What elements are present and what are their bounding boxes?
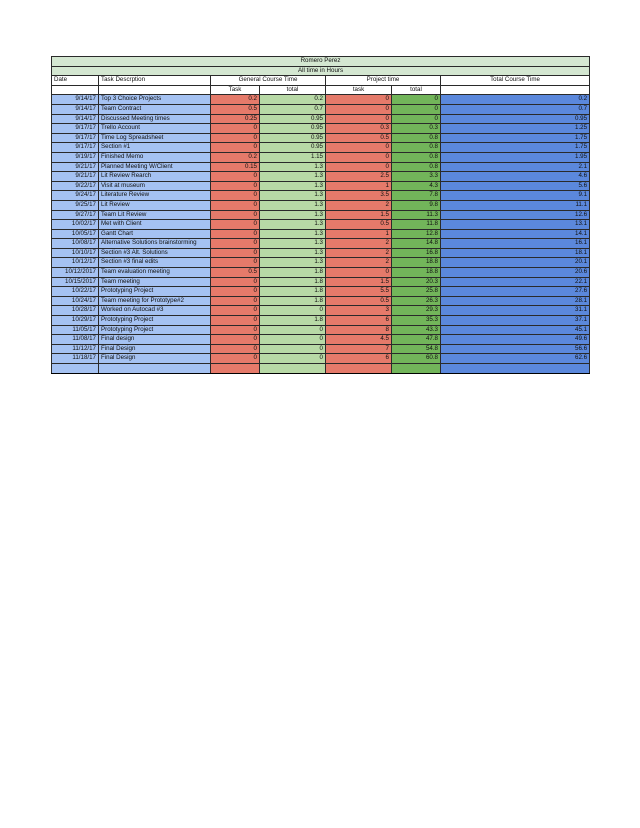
empty-cell bbox=[326, 364, 392, 374]
project-task-cell: 6 bbox=[326, 316, 392, 326]
course-total-cell: 5.6 bbox=[441, 181, 590, 191]
task-description-cell: Visit at museum bbox=[99, 181, 211, 191]
table-row bbox=[52, 162, 590, 172]
project-task-cell: 3 bbox=[326, 306, 392, 316]
task-description-cell: Worked on Autocad #3 bbox=[99, 306, 211, 316]
project-task-cell: 0.3 bbox=[326, 124, 392, 134]
course-total-cell: 37.1 bbox=[441, 316, 590, 326]
task-description-header: Task Descrption bbox=[99, 76, 211, 86]
table-row bbox=[52, 220, 590, 230]
project-total-cell: 0.8 bbox=[392, 162, 441, 172]
general-task-cell: 0 bbox=[211, 133, 260, 143]
general-task-cell: 0 bbox=[211, 316, 260, 326]
date-cell: 9/21/17 bbox=[52, 162, 99, 172]
general-total-cell: 0.2 bbox=[260, 95, 326, 105]
task-description-cell: Final Design bbox=[99, 344, 211, 354]
general-total-cell: 1.3 bbox=[260, 191, 326, 201]
project-task-cell: 0 bbox=[326, 152, 392, 162]
general-task-cell: 0 bbox=[211, 296, 260, 306]
course-total-cell: 20.6 bbox=[441, 268, 590, 278]
general-total-cell: 1.8 bbox=[260, 296, 326, 306]
general-total-cell: 0.95 bbox=[260, 143, 326, 153]
course-total-cell: 20.1 bbox=[441, 258, 590, 268]
date-cell: 10/10/17 bbox=[52, 248, 99, 258]
general-task-cell: 0 bbox=[211, 181, 260, 191]
general-total-cell: 0.95 bbox=[260, 124, 326, 134]
general-total-cell: 1.3 bbox=[260, 239, 326, 249]
course-total-cell: 13.1 bbox=[441, 220, 590, 230]
date-header: Date bbox=[52, 76, 99, 86]
general-total-cell: 1.3 bbox=[260, 162, 326, 172]
project-total-cell: 0 bbox=[392, 104, 441, 114]
general-task-cell: 0.25 bbox=[211, 114, 260, 124]
project-task-header: task bbox=[326, 85, 392, 95]
project-task-cell: 0 bbox=[326, 104, 392, 114]
date-cell: 10/12/2017 bbox=[52, 268, 99, 278]
empty-cell bbox=[52, 364, 99, 374]
project-total-cell: 3.3 bbox=[392, 172, 441, 182]
general-task-cell: 0 bbox=[211, 354, 260, 364]
course-total-cell: 1.75 bbox=[441, 133, 590, 143]
general-total-cell: 1.8 bbox=[260, 287, 326, 297]
task-description-cell: Final design bbox=[99, 335, 211, 345]
project-total-cell: 54.8 bbox=[392, 344, 441, 354]
date-cell: 9/14/17 bbox=[52, 104, 99, 114]
general-task-cell: 0 bbox=[211, 325, 260, 335]
project-total-header: total bbox=[392, 85, 441, 95]
blank-cell bbox=[99, 85, 211, 95]
date-cell: 10/29/17 bbox=[52, 316, 99, 326]
date-cell: 9/21/17 bbox=[52, 172, 99, 182]
empty-row bbox=[52, 364, 590, 374]
project-task-cell: 0 bbox=[326, 114, 392, 124]
table-row bbox=[52, 277, 590, 287]
name-row bbox=[52, 57, 590, 67]
table-row bbox=[52, 229, 590, 239]
task-description-cell: Lit Review bbox=[99, 200, 211, 210]
blank-cell bbox=[52, 85, 99, 95]
project-total-cell: 18.8 bbox=[392, 268, 441, 278]
project-task-cell: 1.5 bbox=[326, 277, 392, 287]
table-row bbox=[52, 325, 590, 335]
general-total-cell: 1.3 bbox=[260, 200, 326, 210]
course-total-cell: 22.1 bbox=[441, 277, 590, 287]
general-task-cell: 0.2 bbox=[211, 95, 260, 105]
general-total-cell: 1.3 bbox=[260, 248, 326, 258]
project-total-cell: 11.3 bbox=[392, 210, 441, 220]
date-cell: 10/24/17 bbox=[52, 296, 99, 306]
course-total-cell: 62.6 bbox=[441, 354, 590, 364]
general-total-cell: 0.95 bbox=[260, 133, 326, 143]
table-row bbox=[52, 287, 590, 297]
project-task-cell: 0.5 bbox=[326, 296, 392, 306]
date-cell: 9/24/17 bbox=[52, 191, 99, 201]
course-total-cell: 11.1 bbox=[441, 200, 590, 210]
date-cell: 9/17/17 bbox=[52, 124, 99, 134]
task-description-cell: Team Lit Review bbox=[99, 210, 211, 220]
project-total-cell: 0.3 bbox=[392, 124, 441, 134]
table-row bbox=[52, 200, 590, 210]
course-total-cell: 56.6 bbox=[441, 344, 590, 354]
general-total-cell: 0.7 bbox=[260, 104, 326, 114]
course-total-cell: 16.1 bbox=[441, 239, 590, 249]
empty-cell bbox=[441, 364, 590, 374]
task-description-cell: Prototyping Project bbox=[99, 287, 211, 297]
course-total-cell: 45.1 bbox=[441, 325, 590, 335]
general-task-cell: 0 bbox=[211, 220, 260, 230]
table-row bbox=[52, 354, 590, 364]
task-description-cell: Prototyping Project bbox=[99, 325, 211, 335]
project-total-cell: 14.8 bbox=[392, 239, 441, 249]
general-total-cell: 0 bbox=[260, 354, 326, 364]
general-task-cell: 0 bbox=[211, 124, 260, 134]
task-description-cell: Literature Review bbox=[99, 191, 211, 201]
table-row bbox=[52, 143, 590, 153]
project-task-cell: 2 bbox=[326, 200, 392, 210]
table-row bbox=[52, 306, 590, 316]
general-total-cell: 1.8 bbox=[260, 277, 326, 287]
project-total-cell: 29.3 bbox=[392, 306, 441, 316]
project-task-cell: 0 bbox=[326, 268, 392, 278]
general-total-cell: 1.3 bbox=[260, 258, 326, 268]
task-description-cell: Section #3 Alt. Solutions bbox=[99, 248, 211, 258]
project-task-cell: 8 bbox=[326, 325, 392, 335]
student-name: Romero Perez bbox=[52, 57, 590, 67]
project-total-cell: 16.8 bbox=[392, 248, 441, 258]
date-cell: 11/08/17 bbox=[52, 335, 99, 345]
project-task-cell: 1.5 bbox=[326, 210, 392, 220]
project-task-cell: 0.5 bbox=[326, 220, 392, 230]
project-total-cell: 7.8 bbox=[392, 191, 441, 201]
general-task-cell: 0.15 bbox=[211, 162, 260, 172]
task-description-cell: Top 3 Choice Projects bbox=[99, 95, 211, 105]
general-total-cell: 1.3 bbox=[260, 181, 326, 191]
course-total-cell: 1.95 bbox=[441, 152, 590, 162]
general-task-cell: 0.5 bbox=[211, 104, 260, 114]
task-description-cell: Planned Meeting W/Client bbox=[99, 162, 211, 172]
course-total-cell: 31.1 bbox=[441, 306, 590, 316]
general-total-cell: 1.3 bbox=[260, 210, 326, 220]
table-row bbox=[52, 124, 590, 134]
table-row bbox=[52, 239, 590, 249]
task-description-cell: Time Log Spreadsheet bbox=[99, 133, 211, 143]
general-task-cell: 0 bbox=[211, 277, 260, 287]
project-total-cell: 0.8 bbox=[392, 152, 441, 162]
project-total-cell: 20.3 bbox=[392, 277, 441, 287]
table-row bbox=[52, 152, 590, 162]
project-total-cell: 9.8 bbox=[392, 200, 441, 210]
table-row bbox=[52, 95, 590, 105]
course-total-cell: 49.6 bbox=[441, 335, 590, 345]
table-row bbox=[52, 268, 590, 278]
general-task-cell: 0 bbox=[211, 287, 260, 297]
task-description-cell: Team meeting bbox=[99, 277, 211, 287]
task-description-cell: Lit Review Rearch bbox=[99, 172, 211, 182]
table-row bbox=[52, 258, 590, 268]
date-cell: 10/05/17 bbox=[52, 229, 99, 239]
course-total-cell: 0.2 bbox=[441, 95, 590, 105]
general-task-cell: 0 bbox=[211, 306, 260, 316]
general-task-cell: 0 bbox=[211, 335, 260, 345]
course-total-cell: 18.1 bbox=[441, 248, 590, 258]
project-task-cell: 5.5 bbox=[326, 287, 392, 297]
project-total-cell: 26.3 bbox=[392, 296, 441, 306]
date-cell: 9/17/17 bbox=[52, 133, 99, 143]
general-task-cell: 0 bbox=[211, 248, 260, 258]
task-description-cell: Prototyping Project bbox=[99, 316, 211, 326]
task-description-cell: Section #1 bbox=[99, 143, 211, 153]
project-total-cell: 12.8 bbox=[392, 229, 441, 239]
general-total-cell: 0 bbox=[260, 325, 326, 335]
subheader-row bbox=[52, 85, 590, 95]
task-description-cell: Final Design bbox=[99, 354, 211, 364]
course-total-cell: 0.95 bbox=[441, 114, 590, 124]
general-total-cell: 1.3 bbox=[260, 172, 326, 182]
task-description-cell: Discussed Meeting times bbox=[99, 114, 211, 124]
table-row bbox=[52, 191, 590, 201]
date-cell: 10/28/17 bbox=[52, 306, 99, 316]
general-task-cell: 0 bbox=[211, 210, 260, 220]
project-time-header: Project time bbox=[326, 76, 441, 86]
course-total-cell: 28.1 bbox=[441, 296, 590, 306]
empty-cell bbox=[99, 364, 211, 374]
project-task-cell: 2 bbox=[326, 248, 392, 258]
task-description-cell: Section #3 final edits bbox=[99, 258, 211, 268]
table-row bbox=[52, 248, 590, 258]
table-row bbox=[52, 210, 590, 220]
date-cell: 11/18/17 bbox=[52, 354, 99, 364]
general-total-cell: 1.3 bbox=[260, 229, 326, 239]
general-total-cell: 0.95 bbox=[260, 114, 326, 124]
table-row bbox=[52, 344, 590, 354]
table-row bbox=[52, 296, 590, 306]
general-task-cell: 0 bbox=[211, 258, 260, 268]
date-cell: 9/17/17 bbox=[52, 143, 99, 153]
date-cell: 9/27/17 bbox=[52, 210, 99, 220]
task-description-cell: Trello Account bbox=[99, 124, 211, 134]
project-total-cell: 47.8 bbox=[392, 335, 441, 345]
project-total-cell: 0 bbox=[392, 95, 441, 105]
general-task-cell: 0.2 bbox=[211, 152, 260, 162]
task-description-cell: Team meeting for Prototype#2 bbox=[99, 296, 211, 306]
project-task-cell: 7 bbox=[326, 344, 392, 354]
date-cell: 9/25/17 bbox=[52, 200, 99, 210]
general-total-cell: 1.8 bbox=[260, 268, 326, 278]
general-total-cell: 1.3 bbox=[260, 220, 326, 230]
date-cell: 9/14/17 bbox=[52, 95, 99, 105]
blank-cell bbox=[441, 85, 590, 95]
general-task-cell: 0 bbox=[211, 143, 260, 153]
date-cell: 9/14/17 bbox=[52, 114, 99, 124]
project-total-cell: 4.3 bbox=[392, 181, 441, 191]
general-total-header: total bbox=[260, 85, 326, 95]
table-row bbox=[52, 172, 590, 182]
date-cell: 10/02/17 bbox=[52, 220, 99, 230]
project-total-cell: 0.8 bbox=[392, 143, 441, 153]
general-total-cell: 1.15 bbox=[260, 152, 326, 162]
empty-cell bbox=[260, 364, 326, 374]
task-description-cell: Gantt Chart bbox=[99, 229, 211, 239]
project-task-cell: 4.5 bbox=[326, 335, 392, 345]
project-task-cell: 0 bbox=[326, 95, 392, 105]
date-cell: 11/12/17 bbox=[52, 344, 99, 354]
project-total-cell: 35.3 bbox=[392, 316, 441, 326]
task-description-cell: Team evaluation meeting bbox=[99, 268, 211, 278]
general-course-time-header: General Course Time bbox=[211, 76, 326, 86]
general-task-cell: 0 bbox=[211, 239, 260, 249]
course-total-cell: 9.1 bbox=[441, 191, 590, 201]
project-total-cell: 18.8 bbox=[392, 258, 441, 268]
date-cell: 10/12/17 bbox=[52, 258, 99, 268]
general-task-cell: 0 bbox=[211, 200, 260, 210]
total-course-time-header: Total Course Time bbox=[441, 76, 590, 86]
project-total-cell: 11.8 bbox=[392, 220, 441, 230]
date-cell: 10/15/2017 bbox=[52, 277, 99, 287]
table-row bbox=[52, 133, 590, 143]
course-total-cell: 1.25 bbox=[441, 124, 590, 134]
course-total-cell: 27.6 bbox=[441, 287, 590, 297]
date-cell: 11/05/17 bbox=[52, 325, 99, 335]
project-task-cell: 2.5 bbox=[326, 172, 392, 182]
table-row bbox=[52, 114, 590, 124]
general-task-cell: 0 bbox=[211, 344, 260, 354]
general-task-cell: 0 bbox=[211, 229, 260, 239]
task-description-cell: Met with Client bbox=[99, 220, 211, 230]
table-row bbox=[52, 181, 590, 191]
date-cell: 9/22/17 bbox=[52, 181, 99, 191]
course-total-cell: 14.1 bbox=[441, 229, 590, 239]
table-row bbox=[52, 335, 590, 345]
task-description-cell: Finished Memo bbox=[99, 152, 211, 162]
table-row bbox=[52, 316, 590, 326]
project-total-cell: 43.3 bbox=[392, 325, 441, 335]
project-task-cell: 1 bbox=[326, 181, 392, 191]
date-cell: 10/22/17 bbox=[52, 287, 99, 297]
project-task-cell: 3.5 bbox=[326, 191, 392, 201]
project-task-cell: 1 bbox=[326, 229, 392, 239]
project-total-cell: 60.8 bbox=[392, 354, 441, 364]
project-task-cell: 0.5 bbox=[326, 133, 392, 143]
general-total-cell: 1.8 bbox=[260, 316, 326, 326]
date-cell: 10/08/17 bbox=[52, 239, 99, 249]
general-task-cell: 0.5 bbox=[211, 268, 260, 278]
general-task-cell: 0 bbox=[211, 172, 260, 182]
course-total-cell: 0.7 bbox=[441, 104, 590, 114]
time-log-table bbox=[51, 56, 590, 374]
general-total-cell: 0 bbox=[260, 344, 326, 354]
general-total-cell: 0 bbox=[260, 306, 326, 316]
general-total-cell: 0 bbox=[260, 335, 326, 345]
task-description-cell: Team Contract bbox=[99, 104, 211, 114]
date-cell: 9/19/17 bbox=[52, 152, 99, 162]
project-total-cell: 0 bbox=[392, 114, 441, 124]
general-task-cell: 0 bbox=[211, 191, 260, 201]
units-note: All time in Hours bbox=[52, 66, 590, 76]
course-total-cell: 1.75 bbox=[441, 143, 590, 153]
project-task-cell: 6 bbox=[326, 354, 392, 364]
course-total-cell: 4.6 bbox=[441, 172, 590, 182]
project-task-cell: 0 bbox=[326, 162, 392, 172]
empty-cell bbox=[392, 364, 441, 374]
course-total-cell: 2.1 bbox=[441, 162, 590, 172]
project-total-cell: 25.8 bbox=[392, 287, 441, 297]
header-row bbox=[52, 76, 590, 86]
general-task-header: Task bbox=[211, 85, 260, 95]
course-total-cell: 12.6 bbox=[441, 210, 590, 220]
table-row bbox=[52, 104, 590, 114]
project-task-cell: 2 bbox=[326, 239, 392, 249]
project-task-cell: 2 bbox=[326, 258, 392, 268]
task-description-cell: Alternative Solutions brainstorming bbox=[99, 239, 211, 249]
empty-cell bbox=[211, 364, 260, 374]
project-total-cell: 0.8 bbox=[392, 133, 441, 143]
project-task-cell: 0 bbox=[326, 143, 392, 153]
subtitle-row bbox=[52, 66, 590, 76]
